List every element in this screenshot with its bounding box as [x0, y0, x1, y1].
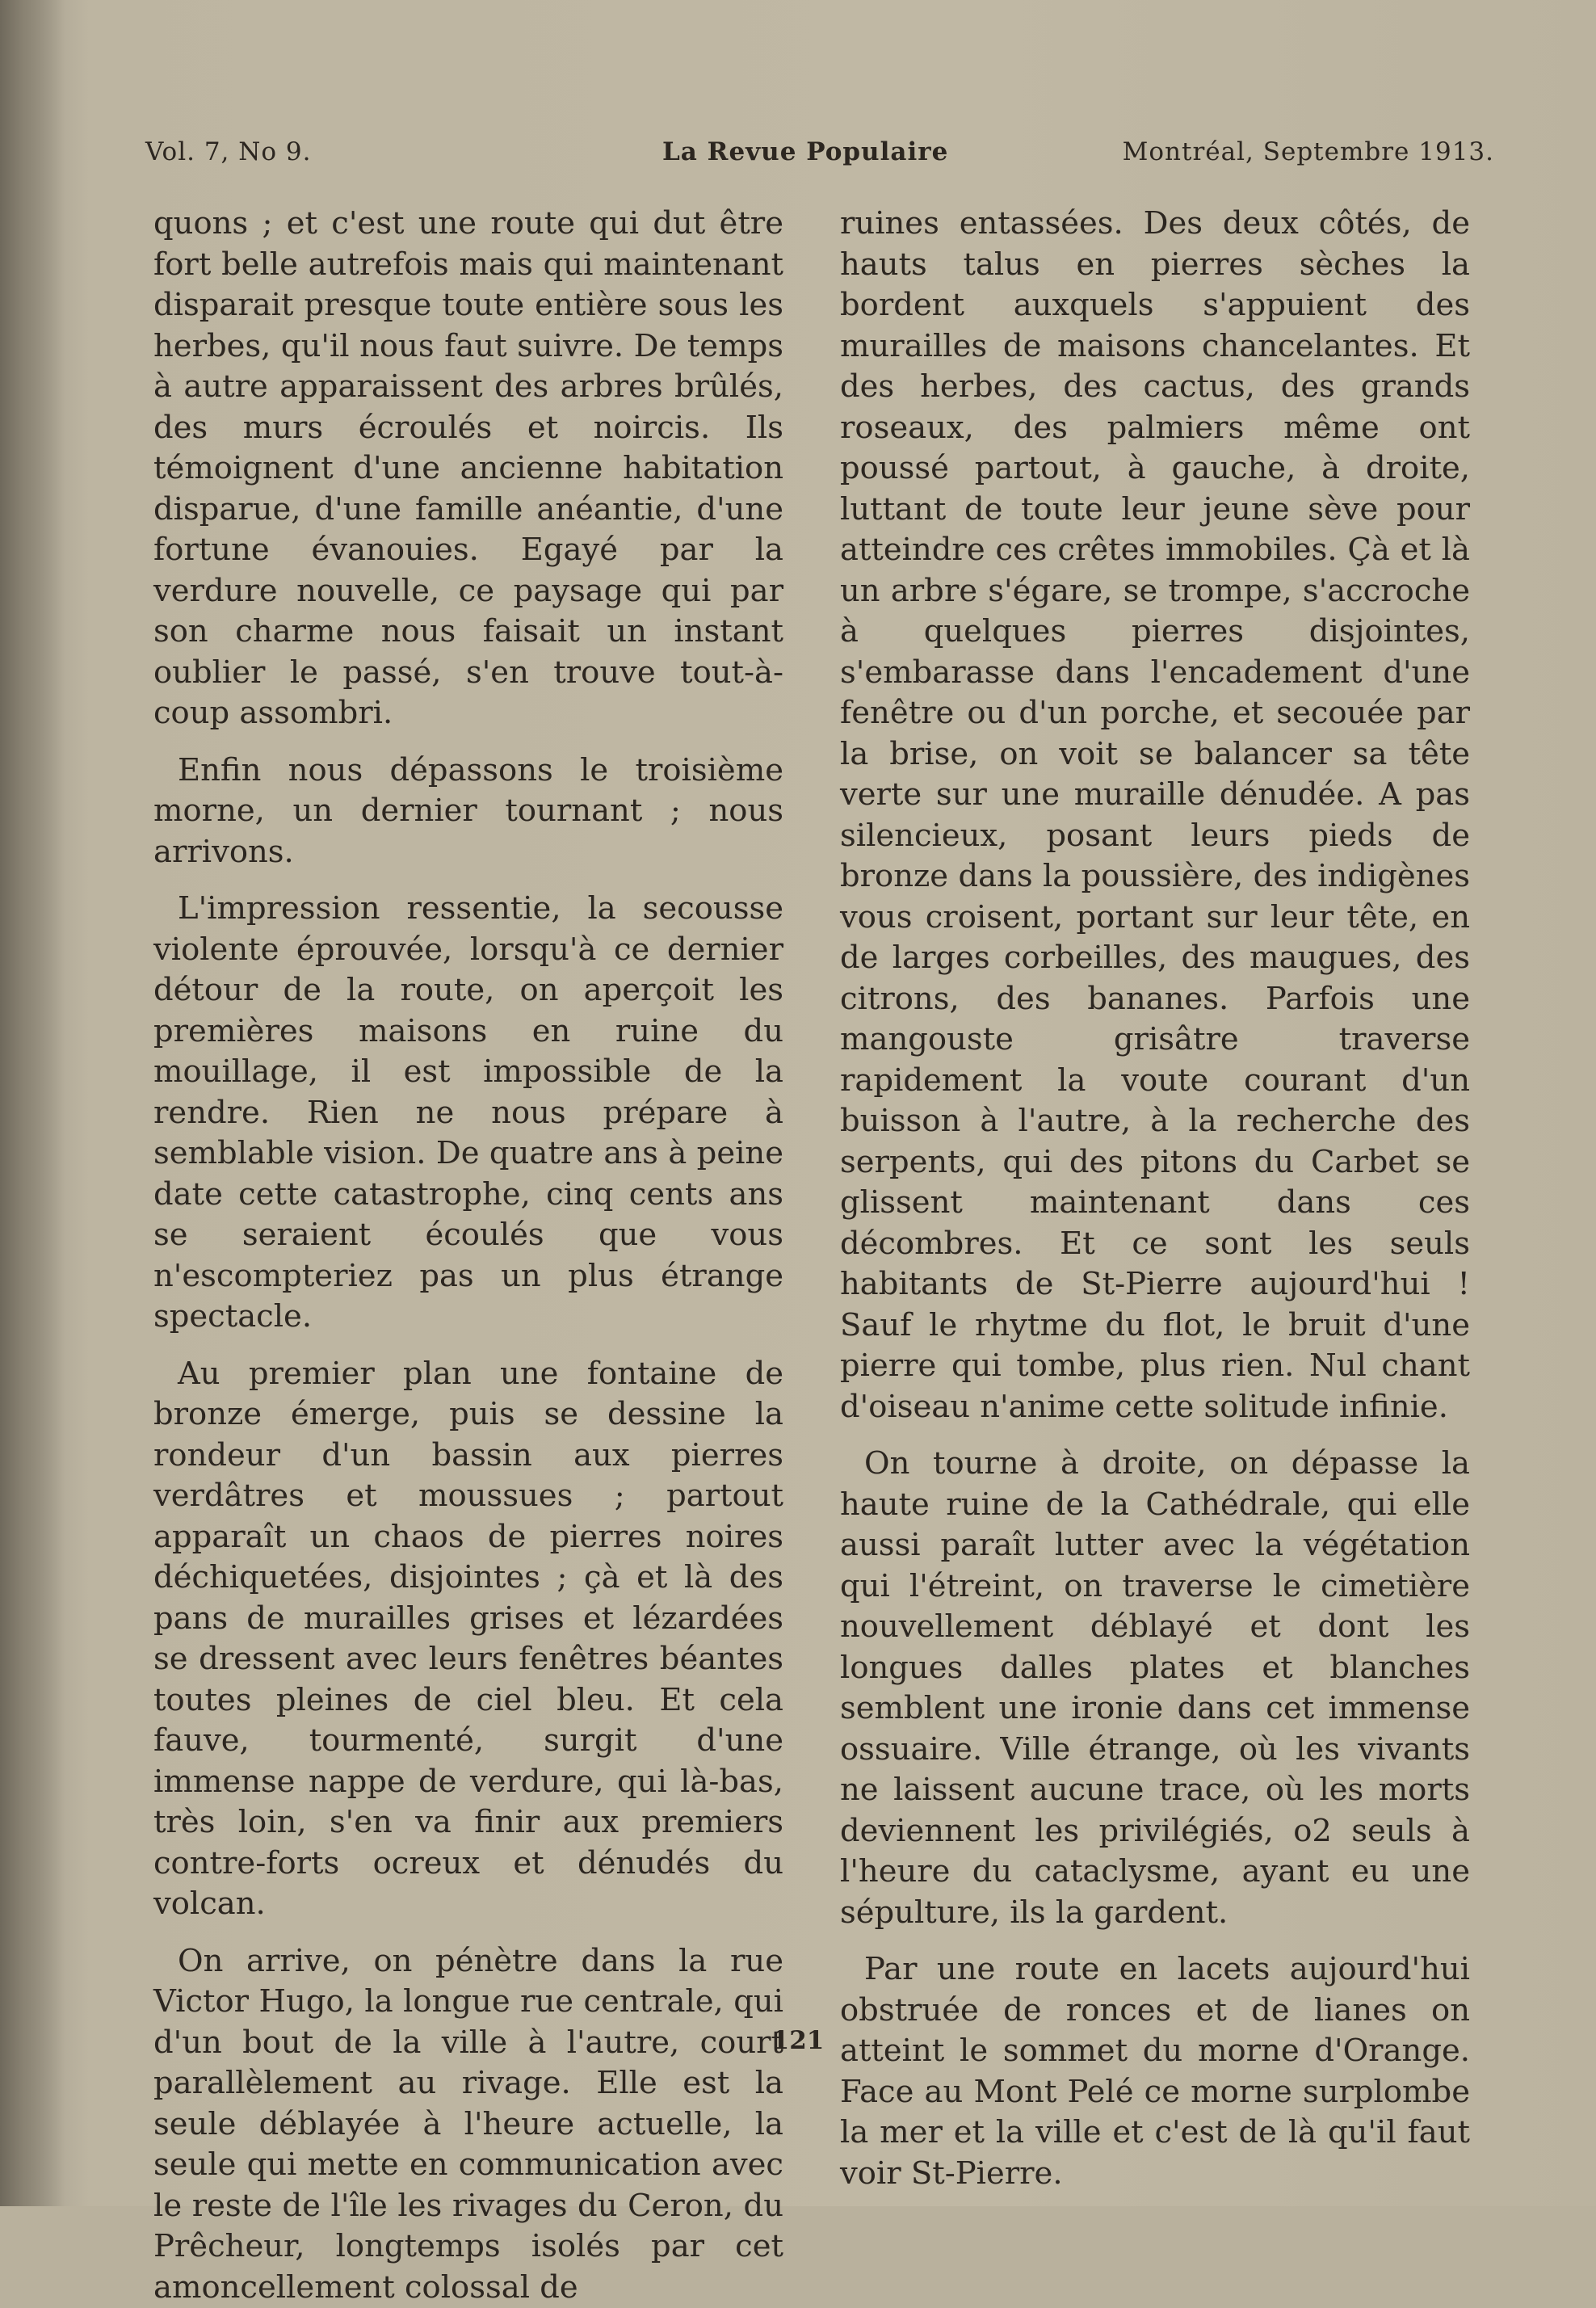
paragraph: L'impression ressentie, la secousse violente éprouvée, lorsqu'à ce dernier détour de la route, on aperçoit les premières maisons en ruine du mouillage, il est impossible de la rendre. Rien ne nous prépare à semblable vision. De quatre ans à peine date cette catastrophe, cinq cents ans se seraient écoulés que vous n'escompteriez pas un plus étrange spectacle.: [153, 889, 783, 1338]
running-header: [145, 137, 1494, 178]
paragraph: Au premier plan une fontaine de bronze émerge, puis se dessine la rondeur d'un bassin aux pierres verdâtres et moussues ; partout apparaît un chaos de pierres noires déchiquetées, disjointes ; çà et là des pans de murailles grises et lézardées se dressent avec leurs fenêtres béantes toutes pleines de ciel bleu. Et cela fauve, tourmenté, surgit d'une immense nappe de verdure, qui là-bas, très loin, s'en va finir aux premiers contre-forts ocreux et dénudés du volcan.: [153, 1354, 783, 1925]
place-date: Montréal, Septembre 1913.: [1123, 137, 1494, 166]
paragraph: Enfin nous dépassons le troisième morne, un dernier tournant ; nous arrivons.: [153, 750, 783, 873]
page-number: 121: [0, 2026, 1596, 2055]
right-column: [840, 204, 1470, 2194]
paragraph: ruines entassées. Des deux côtés, de hauts talus en pierres sèches la bordent auxquels s'appuient des murailles de maisons chancelantes. Et des herbes, des cactus, des grands roseaux, des palmiers même ont poussé partout, à gauche, à droite, luttant de toute leur jeune sève pour atteindre ces crêtes immobiles. Çà et là un arbre s'égare, se trompe, s'accroche à quelques pierres disjointes, s'embarasse dans l'encadement d'une fenêtre ou d'un porche, et secouée par la brise, on voit se balancer sa tête verte sur une muraille dénudée. A pas silencieux, posant leurs pieds de bronze dans la poussière, des indigènes vous croisent, portant sur leur tête, en de larges corbeilles, des maugues, des citrons, des bananes. Parfois une mangouste grisâtre traverse rapidement la voute courant d'un buisson à l'autre, à la recherche des serpents, qui des pitons du Carbet se glissent maintenant dans ces décombres. Et ce sont les seuls habitants de St-Pierre aujourd'hui ! Sauf le rhytme du flot, le bruit d'une pierre qui tombe, plus rien. Nul chant d'oiseau n'anime cette solitude infinie.: [840, 204, 1470, 1427]
volume-number: Vol. 7, No 9.: [145, 137, 311, 166]
paragraph: quons ; et c'est une route qui dut être fort belle autrefois mais qui maintenant disparait presque toute entière sous les herbes, qu'il nous faut suivre. De temps à autre apparaissent des arbres brûlés, des murs écroulés et noircis. Ils témoignent d'une ancienne habitation disparue, d'une famille anéantie, d'une fortune évanouies. Egayé par la verdure nouvelle, ce paysage qui par son charme nous faisait un instant oublier le passé, s'en trouve tout-à-coup assombri.: [153, 204, 783, 734]
page-gutter-shadow: [0, 0, 65, 2206]
left-column: [153, 204, 783, 2308]
paragraph: On tourne à droite, on dépasse la haute ruine de la Cathédrale, qui elle aussi paraît lutter avec la végétation qui l'étreint, on traverse le cimetière nouvellement déblayé et dont les longues dalles plates et blanches semblent une ironie dans cet immense ossuaire. Ville étrange, où les vivants ne laissent aucune trace, où les morts deviennent les privilégiés, o2 seuls à l'heure du cataclysme, ayant eu une sépulture, ils la gardent.: [840, 1444, 1470, 1933]
paragraph: On arrive, on pénètre dans la rue Victor Hugo, la longue rue centrale, qui d'un bout de la ville à l'autre, court parallèlement au rivage. Elle est la seule déblayée à l'heure actuelle, la seule qui mette en communication avec le reste de l'île les rivages du Ceron, du Prêcheur, longtemps isolés par cet amoncellement colossal de: [153, 1941, 783, 2308]
journal-title: La Revue Populaire: [662, 137, 948, 166]
paragraph: Par une route en lacets aujourd'hui obstruée de ronces et de lianes on atteint le sommet du morne d'Orange. Face au Mont Pelé ce morne surplombe la mer et la ville et c'est de là qu'il faut voir St-Pierre.: [840, 1949, 1470, 2194]
